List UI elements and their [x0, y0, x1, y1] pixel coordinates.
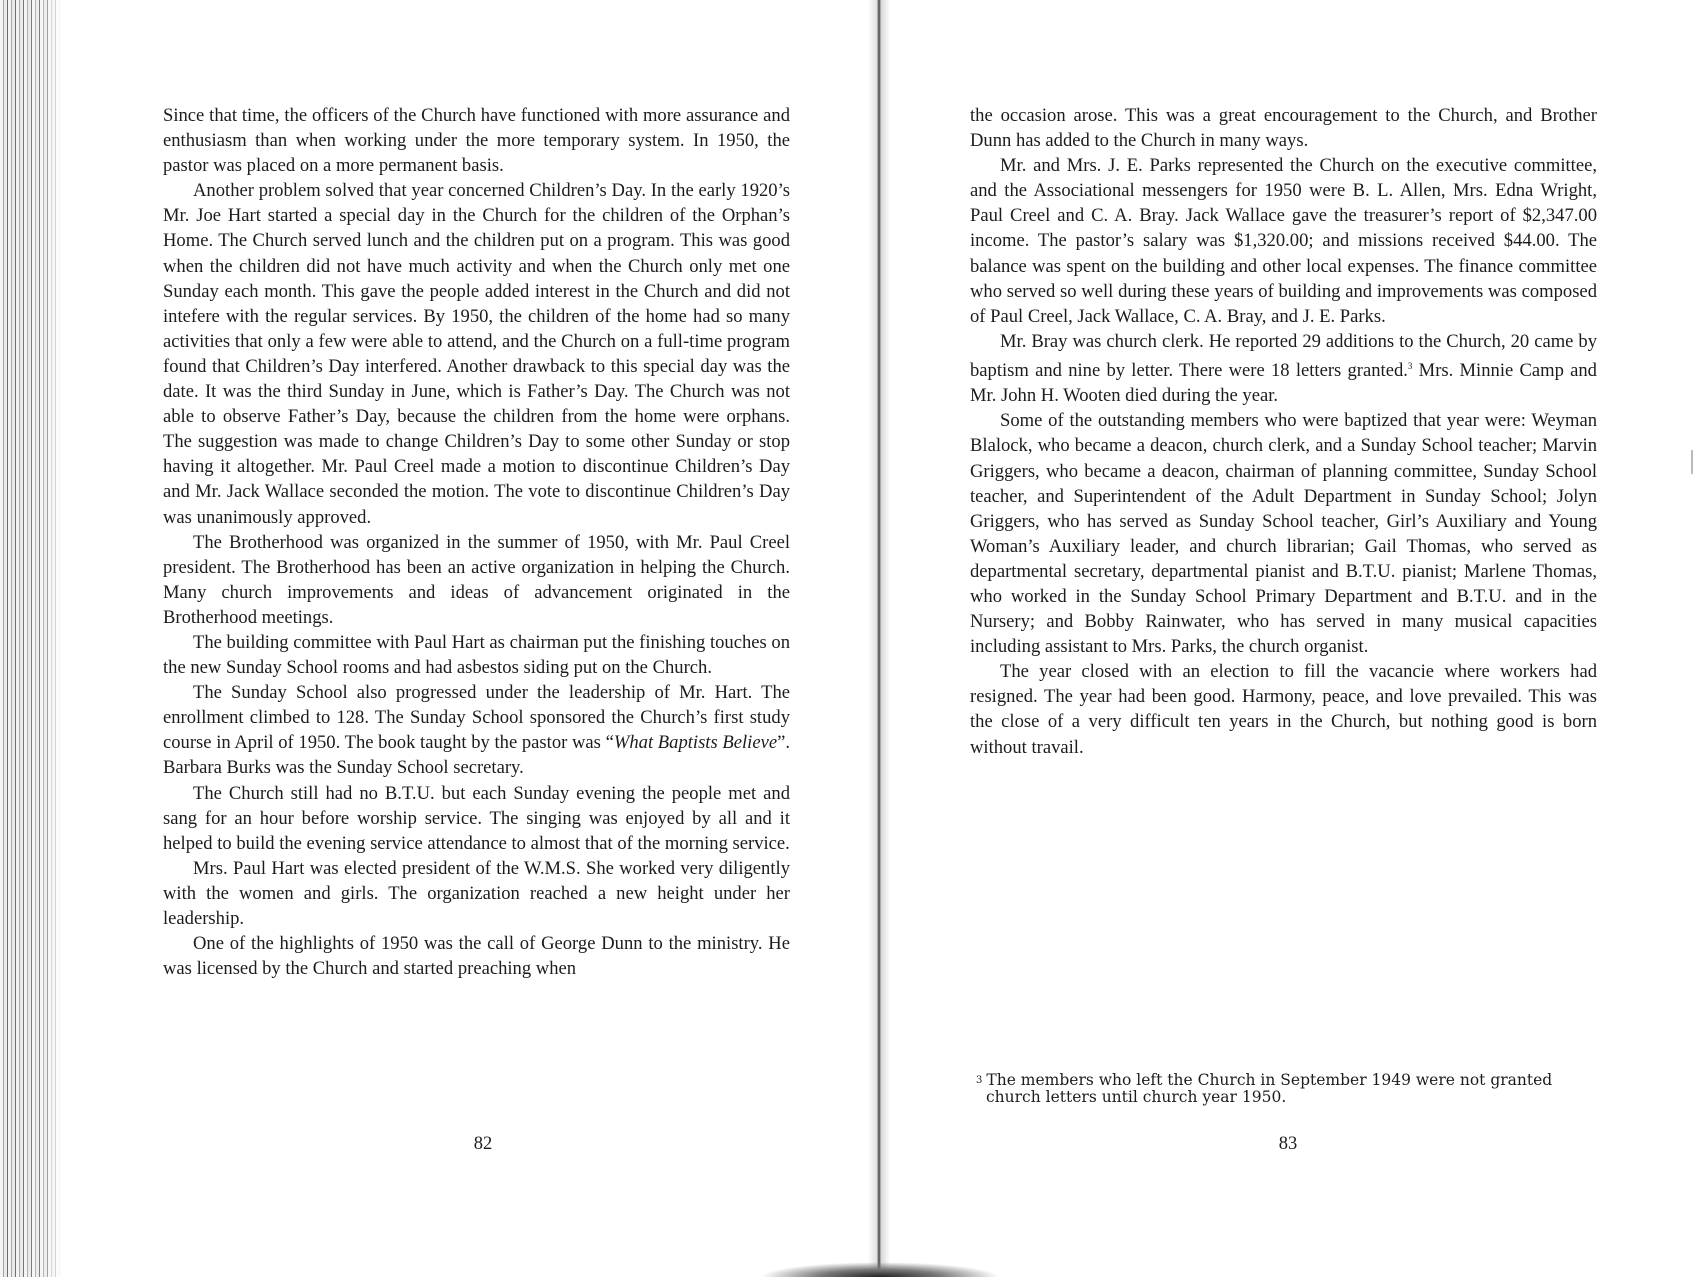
paragraph: Mrs. Paul Hart was elected president of the W.M.S. She worked very diligently with the women and girls. The organization reached a new height under her leadership.: [163, 857, 790, 929]
left-page-body: [163, 103, 790, 981]
footnote: [976, 1072, 1606, 1106]
text-run: Mrs. Minnie Camp and Mr. John H. Wooten died during the year.: [970, 360, 1597, 407]
footnote-mark: 3: [976, 1075, 983, 1086]
paragraph: Another problem solved that year concerned Children’s Day. In the early 1920’s Mr. Joe Hart started a special day in the Church for the children of the Orphan’s Home. The Church served lunch and the children put on a program. This was good when the children did not have much activity and when the Church only met one Sunday each month. This gave the people added interest in the Church and did not intefere with the regular services. By 1950, the children of the home had so many activities that only a few were able to attend, and the Church on a full-time program found that Children’s Day interfered. Another drawback to this special day was the date. It was the third Sunday in June, which is Father’s Day. The Church was not able to observe Father’s Day, because the children from the home were orphans. The suggestion was made to change Children’s Day to some other Sunday or stop having it altogether. Mr. Paul Creel made a motion to discontinue Children’s Day and Mr. Jack Wallace seconded the motion. The vote to discontinue Children’s Day was unanimously approved.: [163, 180, 790, 528]
text-run: Mr. Bray was church clerk. He reported 29 additions to the Church, 20 came by baptism and nine by letter. There were 18 letters granted.: [970, 330, 1597, 382]
paragraph-sunday-school: [163, 680, 790, 780]
paragraph-clerk: [970, 329, 1597, 408]
footnote-line: The members who left the Church in September 1949 were not granted: [986, 1071, 1553, 1089]
text-run: ”. Barbara Burks was the Sunday School secretary.: [163, 732, 790, 779]
footnote-reference: 3: [1407, 360, 1413, 371]
paragraph: The year closed with an election to fill the vacancie where workers had resigned. The year had been good. Harmony, peace, and love prevailed. This was the close of a very difficult ten years in the Church, but nothing good is born without travail.: [970, 661, 1597, 758]
paragraph: The Brotherhood was organized in the summer of 1950, with Mr. Paul Creel president. The Brotherhood has been an active organization in helping the Church. Many church improvements and ideas of advancement originated in the Brotherhood meetings.: [163, 531, 790, 628]
paragraph: The building committee with Paul Hart as chairman put the finishing touches on the new Sunday School rooms and had asbestos siding put on the Church.: [163, 631, 790, 679]
paragraph: Since that time, the officers of the Church have functioned with more assurance and enthusiasm than when working under the more temporary system. In 1950, the pastor was placed on a more permanent basis.: [163, 105, 790, 177]
right-page-body: [970, 103, 1597, 760]
paragraph: One of the highlights of 1950 was the call of George Dunn to the ministry. He was licensed by the Church and started preaching when: [163, 933, 790, 980]
book-title: What Baptists Believe: [613, 732, 778, 754]
paragraph: The Church still had no B.T.U. but each Sunday evening the people met and sang for an hour before worship service. The singing was enjoyed by all and it helped to build the evening service attendance to almost that of the morning service.: [163, 782, 790, 854]
book-gutter: [868, 0, 890, 1277]
footnote-line: church letters until church year 1950.: [986, 1088, 1287, 1106]
paragraph: Some of the outstanding members who were baptized that year were: Weyman Blalock, who became a deacon, church clerk, and a Sunday School teacher; Marvin Griggers, who became a deacon, chairman of planning committee, Sunday School teacher, and Superintendent of the Adult Department in Sunday School; Jolyn Griggers, who has served as Sunday School teacher, Girl’s Auxiliary and Young Woman’s Auxiliary leader, and church librarian; Gail Thomas, who served as departmental secretary, departmental pianist and B.T.U. pianist; Marlene Thomas, who worked in the Sunday School Primary Department and B.T.U. and in the Nursery; and Bobby Rainwater, who has served in many musical capacities including assistant to Mrs. Parks, the church organist.: [970, 410, 1597, 658]
paragraph: the occasion arose. This was a great encouragement to the Church, and Brother Dunn has added to the Church in many ways.: [970, 105, 1597, 152]
page-edge-stack: [0, 0, 62, 1277]
text-run: The Sunday School also progressed under the leadership of Mr. Hart. The enrollment climbed to 128. The Sunday School sponsored the Church’s first study course in April of 1950. The book taught by the pastor was “: [163, 682, 790, 754]
page-edge-mark: [1691, 450, 1693, 474]
page-number-right: 83: [1278, 1134, 1298, 1154]
page-curl-shadow: [760, 1262, 1000, 1277]
paragraph: Mr. and Mrs. J. E. Parks represented the Church on the executive committee, and the Associational messengers for 1950 were B. L. Allen, Mrs. Edna Wright, Paul Creel and C. A. Bray. Jack Wallace gave the treasurer’s report of $2,347.00 income. The pastor’s salary was $1,320.00; and missions received $44.00. The balance was spent on the building and other local expenses. The finance committee who served so well during these years of building and improvements was composed of Paul Creel, Jack Wallace, C. A. Bray, and J. E. Parks.: [970, 155, 1597, 327]
page-number-left: 82: [473, 1134, 493, 1154]
